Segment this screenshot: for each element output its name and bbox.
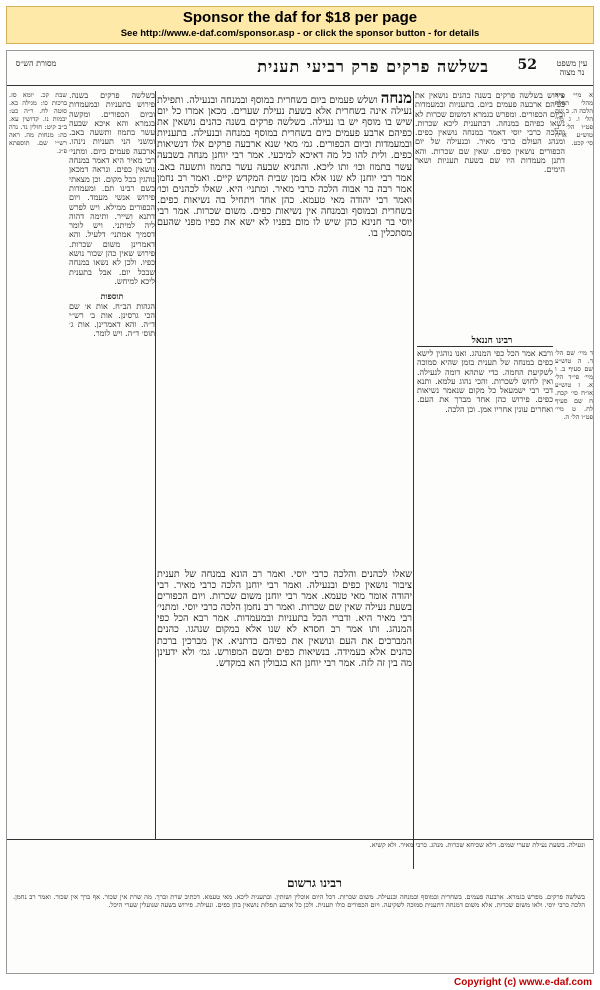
right-margin-text-lower: ד מיי׳ שם הל׳ ד. ה טוש״ע שם סעיף ב. ו מיי׳ פי״ד הל׳ א. ז טוש״ע או״ח סי׳ קכח. ח שם סעיף לח. ט מיי׳ פט״ו הל׳ ה. xyxy=(555,349,593,421)
rashi-commentary xyxy=(415,91,565,331)
footer-divider xyxy=(7,839,593,840)
rashi-body: פירוש בשלשה פרקים בשנה כהנים נושאין את כפיהם ארבעה פעמים ביום. בתעניות ובמעמדות וביום הכפורים. ומפרש בגמרא דמשום שכרות לא נשאו כפיהם במנחה. דבתענית ליכא שכרות. והלכה כרבי יוסי דאמר במנחה נושאין כפים. ומנהג העולם כרבי מאיר. ובנעילה של יום הכפורים נושאין כפים. שאין שם שכרות. והא דתנן מעמדות היו שם בשעת תעניות ושאר הימים. xyxy=(415,91,565,175)
gemara-body: ושלש פעמים ביום בשחרית במוסף ובמנחה ובנעילה. ותפילת נעילה אינה בשחרית אלא בשעת נעילת שערים. מכאן אמרו כל יום שיש בו מוסף יש בו נעילה. בשלשה פרקים בשנה כהנים נושאין את כפיהם ארבע פעמים ביום בשחרית במוסף במנחה ובנעילה. בתעניות ובמעמדות וביום הכפורים. גמ׳ מאי שנא ארבעה פרקים אלו דנשיאות כפים. ולית להו כל מה דאיכא למיבעי. אמר רבי יוחנן מנחה בשבעה עשר בתמוז וכו׳ ותו ליכא. והתניא שבעה עשר בתמוז ותשעה באב. אמר רבי יוחנן לא שנו אלא בזמן שבית המקדש קיים. ואמר רב נחמן אמר רבה בר אבוה הלכה כרבי מאיר. ומתני׳ היא. שאלו לכהנים וכו׳ ואמר רבי יהודה מאי טעמא. כהן אחד ויתחיל בה נשיאות כפים. בשחרית ובמוסף ובמנחה אין נשיאות כפים. משום שכרות. אמר רבי יוסי בר חנינא כהן שיש לו מום בפניו לא ישא את כפיו מפני שהעם מסתכלין בו. xyxy=(157,95,412,240)
sponsor-banner-title[interactable]: Sponsor the daf for $18 per page xyxy=(182,9,418,26)
talmud-page xyxy=(6,50,594,974)
rashi-divider xyxy=(417,346,553,347)
footer-notes xyxy=(13,893,585,971)
sponsor-banner[interactable] xyxy=(6,6,594,44)
tosafot-body-lower: הגהות הב״ח. אות א׳ שם הכי גרסינן. אות ב׳ רש״י ד״ה. והא דאמרינן. אות ג׳ תוס׳ ד״ה. ויש לומר. xyxy=(69,301,155,339)
sponsor-banner-subtitle[interactable]: See http://www.e-daf.com/sponsor.asp - or click the sponsor button - for details xyxy=(120,28,480,39)
right-margin-notes-lower xyxy=(555,349,593,869)
rashi-commentary-lower xyxy=(417,349,553,869)
copyright-link[interactable]: Copyright (c) www.e-daf.com xyxy=(454,977,592,988)
left-margin-text: שבת קכ. יומא סז. ברכות כו: מגילה כא. סוטה לח. ר״ה כט: יבמות נו. קדושין עא. ב״ב קיט: חולין נד. נדה כה: מנחות מה. ראה רש״י שם. תוספתא פ״ג. xyxy=(9,91,67,155)
gemara-continued-text xyxy=(157,569,412,839)
gemara-main-text xyxy=(157,91,412,571)
page-header xyxy=(7,57,593,83)
page-number: 52 xyxy=(517,57,537,73)
gemara-body-continued: שאלו לכהנים והלכה כרבי יוסי. ואמר רב הונא במנחה של תענית ציבור נושאין כפים ובנעילה. ואמר רבי יוחנן הלכה כרבי מאיר. רבי יהודה אומר מאי טעמא. אמר רבי יוחנן משום שכרות. ויום הכפורים בשעת נעילה שאין שם שכרות. ואמר רב נחמן הלכה כרבי יוסי. ומתני׳ רבי מאיר היא. ודברי הכל בתעניות ובמעמדות. אמר רבא הכל כפי המנהג. ותו אמר רב חסדא לא שנו אלא במקום שנהגו. כהנים המברכים את העם ונושאין את כפיהם כדתניא. אין מברכין ברכת כהנים אלא בעמידה. בנשיאות כפים ובשם המפורש. גמ׳ ולא ידעינן מה בין זה לזה. אמר רבי יוחנן הא בגבולין הא במקדש. xyxy=(157,569,412,669)
left-margin-label: מסורת הש״ס xyxy=(15,59,57,68)
footer-title: רבינו גרשום xyxy=(287,876,342,890)
column-divider-right xyxy=(413,91,414,869)
left-margin-notes xyxy=(9,91,67,839)
header-divider xyxy=(7,85,593,86)
right-margin-label: עין משפט נר מצוה xyxy=(556,59,588,77)
column-divider-left xyxy=(155,91,156,839)
footer-body-top: ונעילה. בשעת נעילת שערי שמים. דלא שכיחא שכרות. מנהג. כרבי מאיר. ולא קשיא. xyxy=(369,841,585,849)
rashi-body-lower: ורבא אמר הכל כפי המנהג. ואנו נוהגין לישא כפים במנחה של תענית בזמן שהיא סמוכה לשקיעת החמה. כדי שתהא דומה לנעילה. ואין לחוש לשכרות. והכי נהוג עלמא. ותנא דבי רבי ישמעאל כל מקום שנאמר נשיאות כפים. פירוש כהן אחד מברך את העם. ואחרים עונין אחריו אמן. וכן הלכה. xyxy=(417,349,553,414)
opening-word: מנחה xyxy=(380,91,412,107)
tosafot-body: בשלשה פרקים בשנה. פירוש בתעניות ובמעמדות וביום הכפורים. ומקשה בגמרא והא איכא שבעה עשר בתמוז ותשעה באב. ומשני הני תעניות נינהו. ארבעה פעמים ביום. ומתני׳ רבי מאיר היא דאמר במנחה נושאין כפים. ונראה דמכאן נוהגין בכל מקום. וכן מצאתי בשם רבינו תם. ומעמדות פירוש אנשי מעמד. ויום הכפורים ממילא. ויש לפרש דתנא ושייר. ותימה דהוה ליה למיתני. ויש לומר דסמיך אמתני׳ דלעיל. והא דאמרינן משום שכרות. פירוש שאין כהן שכור נושא כפיו. ולכן לא נשאו במנחה שבכל יום. אבל בתענית ליכא למיחש. xyxy=(69,91,155,286)
tosafot-title: תוספות xyxy=(100,291,124,302)
footer-notes-top xyxy=(13,841,585,871)
right-margin-text: א מיי׳ פ״א מהל׳ תפלה הלכה ה. ב שם הל׳ ו. ג מיי׳ פט״ו הל׳ ג. טוש״ע או״ח סי׳ קכט. xyxy=(555,91,593,147)
running-title: בשלשה פרקים פרק רביעי תענית xyxy=(257,57,489,76)
tosafot-commentary xyxy=(69,91,155,839)
footer-body: בשלשה פרקים. מפרש בגמרא. ארבעה פעמים. בשחרית ובמוסף ובמנחה ובנעילה. משום שכרות. דכל היום אוכלין ושותין. ובתענית ליכא. מאי טעמא. דכתיב שרת וברך. מה שרת אין שכור. אף ברך אין שכור. ואמר רב נחמן. הלכה כרבי יוסי. ולאו משום שכרות. אלא משום דמנחה דתענית סמוכה לשקיעה. ויום הכפורים כולו תענית. ולכן כל ארבע תפלות נושאין בהן כפים. ונעילה. פירוש בשעה שנועלין שערי היכל. xyxy=(13,893,585,909)
rashi-title: רבינו חננאל xyxy=(471,336,513,346)
right-margin-notes xyxy=(555,91,593,341)
